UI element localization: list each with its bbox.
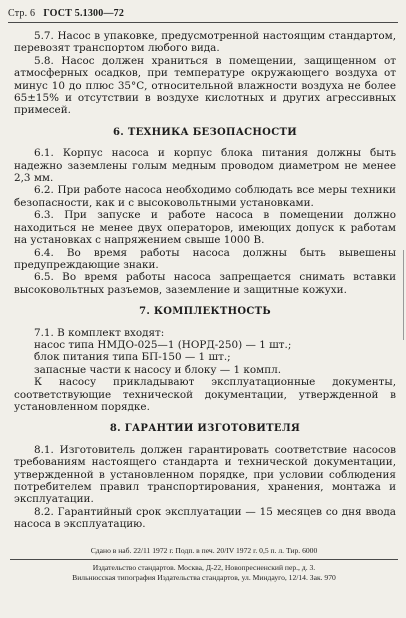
section-6-title: 6. ТЕХНИКА БЕЗОПАСНОСТИ (113, 126, 297, 138)
paragraph-5-8: 5.8. Насос должен храниться в помещении, защищенном от атмосферных осадков, при температуре окружающего воздуха от минус 10 до плюс 35°С, относительной влажности воздуха не более 65±15% и отсутствии в воздухе кислотных и других агрессивных примесей. (14, 54, 396, 117)
imprint-rule (10, 559, 398, 560)
margin-line (393, 250, 404, 340)
paragraph-8-2: 8.2. Гарантийный срок эксплуатации — 15 месяцев со дня ввода насоса в эксплуатацию. (14, 505, 396, 531)
paragraph-7-1: 7.1. В комплект входят: (34, 326, 165, 339)
section-8-title: 8. ГАРАНТИИ ИЗГОТОВИТЕЛЯ (109, 423, 301, 435)
paragraph-7-documents: К насосу прикладывают эксплуатационные документы, соответствующие технической документации, утвержденной в установленном порядке. (14, 376, 396, 413)
section-7-title: 7. КОМПЛЕКТНОСТЬ (139, 306, 271, 318)
imprint-publisher: Издательство стандартов. Москва, Д-22, Новопресненский пер., д. 3. (92, 563, 316, 573)
list-item-spare-parts: запасные части к насосу и блоку — 1 компл. (34, 363, 282, 376)
list-item-pump: насос типа НМДО-025—1 (НОРД-250) — 1 шт.; (34, 338, 292, 351)
imprint-print-info: Сдано в наб. 22/11 1972 г. Подп. в печ. 20/IV 1972 г. 0,5 п. л. Тир. 6000 (90, 546, 318, 555)
paragraph-6-5: 6.5. Во время работы насоса запрещается снимать вставки высоковольтных разъемов, заземление и защитные кожухи. (14, 271, 396, 296)
document-body (14, 30, 396, 531)
paragraph-6-4: 6.4. Во время работы насоса должны быть вывешены предупреждающие знаки. (14, 246, 396, 271)
standard-number: ГОСТ 5.1300—72 (43, 8, 125, 19)
paragraph-8-1: 8.1. Изготовитель должен гарантировать соответствие насосов требованиям настоящего стандарта и технической документации, утвержденной в установленном порядке, при условии соблюдения потребителем правил транспортирования, хранения, монтажа и эксплуатации. (14, 443, 396, 506)
paragraph-6-1: 6.1. Корпус насоса и корпус блока питания должны быть надежно заземлены голым медным проводом диаметром не менее 2,3 мм. (14, 147, 396, 185)
imprint-block (10, 546, 398, 582)
list-item-power-unit: блок питания типа БП-150 — 1 шт.; (34, 351, 231, 364)
imprint-printer: Вильнюсская типография Издательства стандартов, ул. Миндауго, 12/14. Зак. 970 (72, 572, 336, 582)
paragraph-6-2: 6.2. При работе насоса необходимо соблюдать все меры техники безопасности, как и с высоковольтными установками. (14, 184, 396, 209)
page-header (8, 8, 124, 19)
paragraph-5-7: 5.7. Насос в упаковке, предусмотренной настоящим стандартом, перевозят транспортом любого вида. (14, 30, 396, 55)
paragraph-6-3: 6.3. При запуске и работе насоса в помещении должно находиться не менее двух операторов, имеющих допуск к работам на установках с напряжением свыше 1000 В. (14, 209, 396, 247)
page-number: Стр. 6 (8, 8, 36, 19)
header-rule (8, 22, 398, 23)
